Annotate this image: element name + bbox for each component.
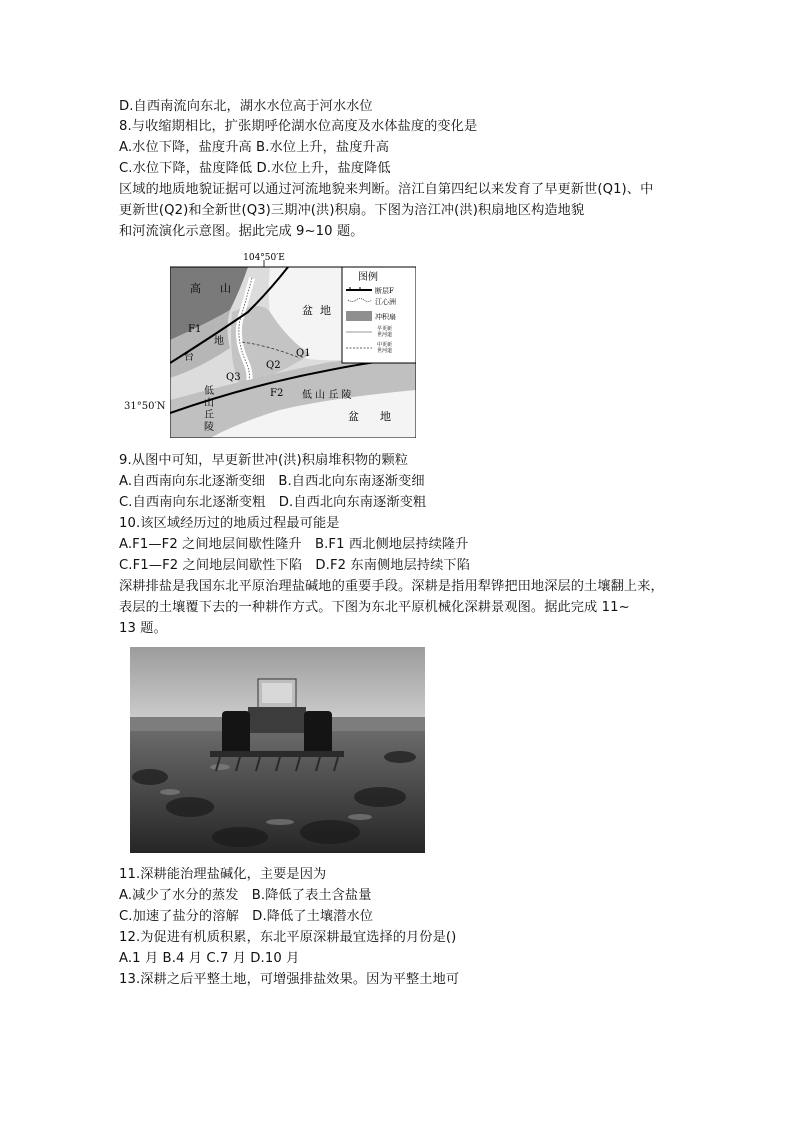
legend-mid-river-label-2: 世河道: [377, 348, 393, 354]
label-low-hills-l4: 陵: [204, 422, 214, 433]
options-8-ab: A.水位下降，盐度升高 B.水位上升，盐度升高: [119, 140, 390, 155]
label-basin-low-2: 地: [380, 410, 391, 423]
label-low-hills-l2: 山: [204, 398, 214, 409]
longitude-label: 104°50′E: [243, 253, 285, 263]
label-high-2: 山: [220, 282, 231, 295]
label-low-hills-right: 低 山 丘 陵: [302, 390, 352, 401]
alluvial-fan-map: [170, 250, 416, 438]
label-low-hills-l1: 低: [204, 386, 214, 397]
legend-fan-symbol: [346, 311, 372, 321]
options-11-ab: A.减少了水分的蒸发 B.降低了表土含盐量: [119, 888, 372, 903]
label-basin-up-1: 盆: [302, 304, 313, 317]
question-11: 11.深耕能治理盐碱化，主要是因为: [119, 867, 327, 882]
map-legend: [342, 267, 416, 363]
question-12: 12.为促进有机质积累，东北平原深耕最宜选择的月份是(): [119, 930, 457, 945]
label-q1: Q1: [296, 348, 311, 359]
question-8: 8.与收缩期相比，扩张期呼伦湖水位高度及水体盐度的变化是: [119, 119, 478, 134]
legend-mid-river-label-1: 中更新: [377, 342, 393, 348]
tractor-body: [248, 707, 306, 733]
label-low-hills-l3: 丘: [204, 410, 214, 421]
label-q2: Q2: [266, 360, 281, 371]
options-9-cd: C.自西南向东北逐渐变粗 D.自西北向东南逐渐变粗: [119, 495, 427, 510]
label-f2: F2: [270, 388, 284, 399]
legend-early-river-label-2: 世河道: [377, 332, 393, 338]
options-11-cd: C.加速了盐分的溶解 D.降低了土壤潜水位: [119, 909, 374, 924]
legend-shoal-label: 江心洲: [375, 298, 396, 306]
legend-title: 图例: [358, 272, 378, 283]
passage-9-line-3: 和河流演化示意图。据此完成 9~10 题。: [119, 224, 364, 239]
label-terrace-1: 台: [184, 352, 194, 363]
passage-9-line-2: 更新世(Q2)和全新世(Q3)三期冲(洪)积扇。下图为涪江冲(洪)积扇地区构造地貌: [119, 203, 585, 218]
passage-11-line-3: 13 题。: [119, 621, 167, 636]
tractor-window: [262, 683, 292, 703]
label-basin-up-2: 地: [320, 304, 331, 317]
legend-fan-label: 冲积扇: [375, 313, 396, 321]
question-9: 9.从图中可知，早更新世冲(洪)积扇堆积物的颗粒: [119, 453, 409, 468]
latitude-label: 31°50′N: [124, 401, 166, 412]
deep-plowing-photo: [130, 647, 425, 853]
label-basin-low-1: 盆: [348, 410, 359, 423]
passage-11-line-1: 深耕排盐是我国东北平原治理盐碱地的重要手段。深耕是指用犁铧把田地深层的土壤翻上来，: [119, 579, 664, 594]
options-10-cd: C.F1—F2 之间地层间歇性下陷 D.F2 东南侧地层持续下陷: [119, 558, 471, 573]
passage-11-line-2: 表层的土壤覆下去的一种耕作方式。下图为东北平原机械化深耕景观图。据此完成 11~: [119, 600, 630, 615]
options-10-ab: A.F1—F2 之间地层间歇性隆升 B.F1 西北侧地层持续隆升: [119, 537, 469, 552]
label-terrace-2: 地: [214, 336, 224, 347]
label-f1: F1: [188, 324, 202, 335]
plow-bar: [210, 751, 344, 757]
passage-9-line-1: 区域的地质地貌证据可以通过河流地貌来判断。涪江自第四纪以来发育了早更新世(Q1)、中: [119, 182, 654, 197]
label-high-1: 高: [190, 282, 201, 295]
legend-early-river-label-1: 早更新: [377, 326, 393, 332]
tractor-wheel-right: [304, 711, 332, 755]
options-9-ab: A.自西南向东北逐渐变细 B.自西北向东南逐渐变细: [119, 474, 425, 489]
label-q3: Q3: [226, 372, 241, 383]
legend-fault-label: 断层F: [375, 287, 394, 295]
option-7d: D.自西南流向东北，湖水水位高于河水水位: [119, 99, 373, 114]
options-8-cd: C.水位下降，盐度降低 D.水位上升，盐度降低: [119, 161, 391, 176]
question-13: 13.深耕之后平整土地，可增强排盐效果。因为平整土地可: [119, 972, 460, 987]
tractor-wheel-left: [222, 711, 250, 755]
question-10: 10.该区域经历过的地质过程最可能是: [119, 516, 340, 531]
options-12: A.1 月 B.4 月 C.7 月 D.10 月: [119, 951, 300, 966]
